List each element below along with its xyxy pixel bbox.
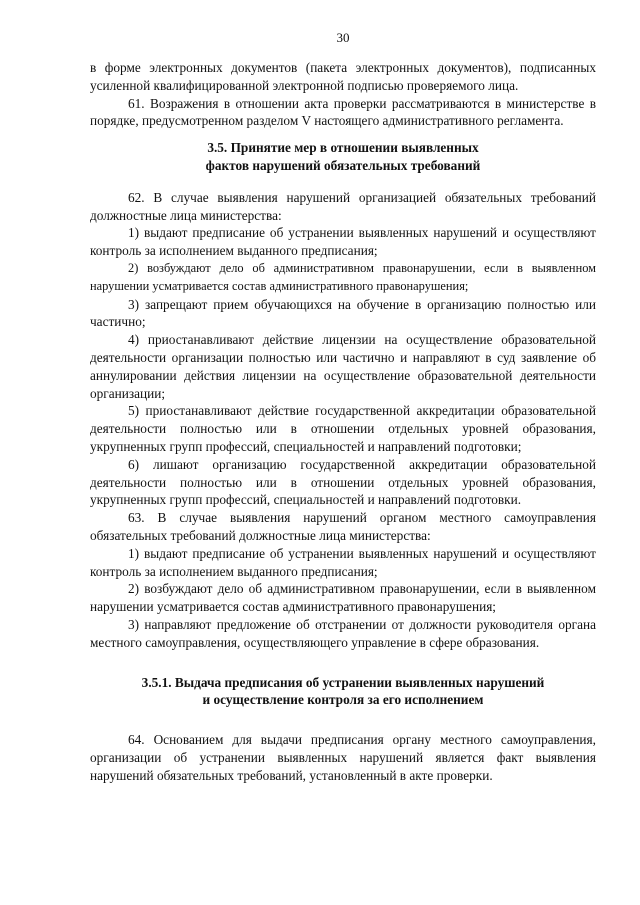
paragraph-62-item-3: 3) запрещают прием обучающихся на обучение в организацию полностью или частично;	[90, 296, 596, 330]
paragraph-62-item-2: 2) возбуждают дело об административном правонарушении, если в выявленном нарушении усматривается состав административного правонарушения;	[90, 260, 596, 293]
paragraph-62: 62. В случае выявления нарушений организацией обязательных требований должностные лица министерства:	[90, 189, 596, 223]
paragraph-62-item-6: 6) лишают организацию государственной аккредитации образовательной деятельности полностью или в отношении отдельных уровней образования, укрупненных групп профессий, специальностей и направлений подготовки.	[90, 456, 596, 508]
paragraph-63: 63. В случае выявления нарушений органом местного самоуправления обязательных требований должностные лица министерства:	[90, 510, 596, 543]
paragraph-62-item-5: 5) приостанавливают действие государственной аккредитации образовательной деятельности полностью или в отношении отдельных уровней образования, укрупненных групп профессий, специальностей и направлений подготовки;	[90, 403, 596, 454]
paragraph-61: 61. Возражения в отношении акта проверки рассматриваются в министерстве в порядке, предусмотренном разделом V настоящего административного регламента.	[90, 95, 596, 129]
section-heading-3-5-1-line-1: 3.5.1. Выдача предписания об устранении выявленных нарушений	[141, 674, 545, 690]
section-heading-3-5-line-1: 3.5. Принятие мер в отношении выявленных	[207, 140, 479, 156]
paragraph-continuation: в форме электронных документов (пакета электронных документов), подписанных усиленной квалифицированной электронной подписью проверяемого лица.	[90, 60, 596, 93]
paragraph-63-item-3: 3) направляют предложение об отстранении от должности руководителя органа местного самоуправления, осуществляющего управление в сфере образования.	[90, 616, 596, 650]
page-number: 30	[336, 30, 350, 45]
paragraph-62-item-1: 1) выдают предписание об устранении выявленных нарушений и осуществляют контроль за исполнением выданного предписания;	[90, 225, 596, 259]
document-body	[90, 59, 596, 784]
paragraph-63-item-1: 1) выдают предписание об устранении выявленных нарушений и осуществляют контроль за исполнением выданного предписания;	[90, 545, 596, 579]
section-heading-3-5	[90, 139, 596, 175]
paragraph-62-item-4: 4) приостанавливают действие лицензии на осуществление образовательной деятельности организации полностью или частично и направляют в суд заявление об аннулировании действия лицензии на осуществление образовательной деятельности организации;	[90, 332, 596, 401]
section-heading-3-5-1	[90, 674, 596, 710]
section-heading-3-5-line-2: фактов нарушений обязательных требований	[205, 157, 481, 173]
paragraph-63-item-2: 2) возбуждают дело об административном правонарушении, если в выявленном нарушении усматривается состав административного правонарушения;	[90, 581, 596, 615]
paragraph-64: 64. Основанием для выдачи предписания органу местного самоуправления, организации об устранении выявленных нарушений является факт выявления нарушений обязательных требований, установленный в акте проверки.	[90, 732, 596, 783]
section-heading-3-5-1-line-2: и осуществление контроля за его исполнением	[202, 692, 484, 708]
